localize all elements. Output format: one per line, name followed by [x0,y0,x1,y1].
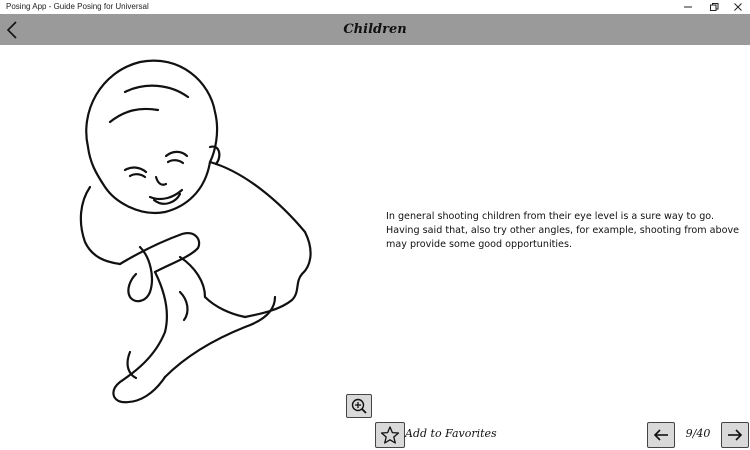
back-arrow-icon [5,20,19,40]
head-outline [86,61,217,213]
page-title: Children [343,22,407,37]
previous-pose-button[interactable] [647,422,675,448]
window-titlebar [0,0,750,14]
child-pose-illustration [70,52,330,412]
add-to-favorites-button[interactable] [375,422,405,448]
arrow-left-icon [653,428,669,442]
leg-outline [113,272,167,402]
back-button[interactable] [0,14,24,45]
close-icon [733,2,743,12]
minimize-icon [683,2,693,12]
arrow-right-icon [727,428,743,442]
star-icon [380,425,400,445]
page-counter: 9/40 [685,427,711,440]
body-outline [210,162,311,317]
close-button[interactable] [724,0,750,14]
restore-icon [709,2,719,12]
zoom-in-icon [350,397,368,415]
next-pose-button[interactable] [721,422,749,448]
app-header [0,14,750,45]
pose-description: In general shooting children from their eye level is a sure way to go. Having said that, also try other angles, for example, shooting from above may provide some good opportunities. [386,211,740,250]
favorites-label[interactable]: Add to Favorites [405,427,497,440]
window-title: Posing App - Guide Posing for Universal [6,2,149,11]
minimize-button[interactable] [674,0,702,14]
zoom-button[interactable] [346,394,372,418]
